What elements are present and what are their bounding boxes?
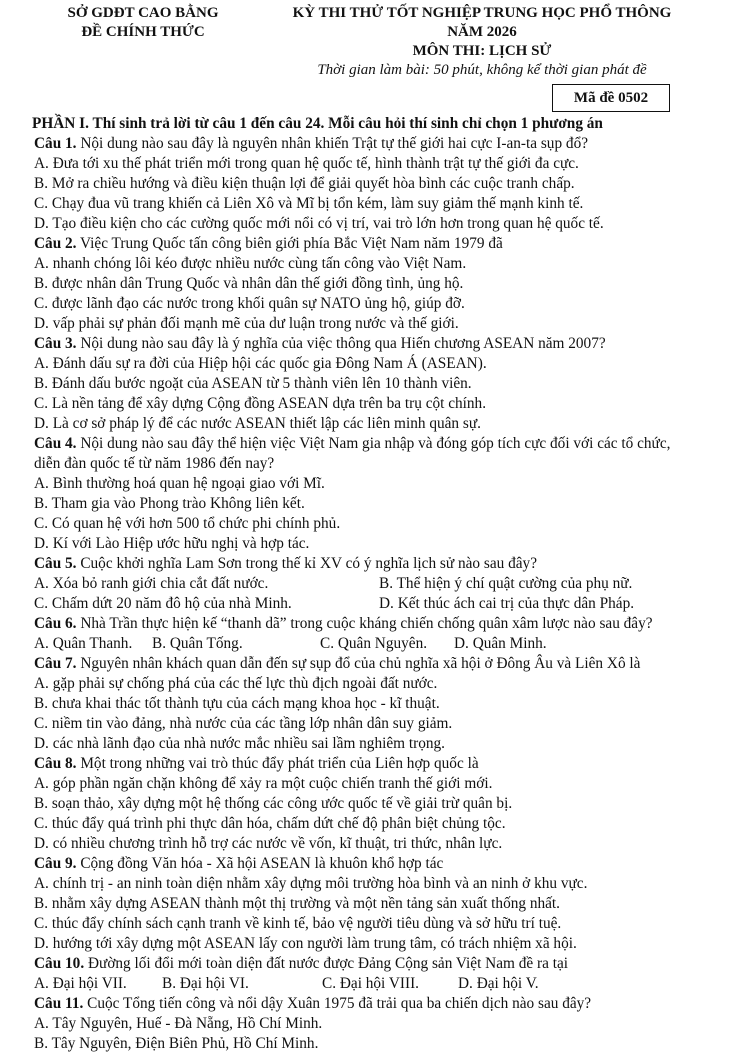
question-10 (34, 954, 724, 974)
option-d: D. hướng tới xây dựng một ASEAN lấy con người làm trung tâm, có trách nhiệm xã hội. (34, 935, 577, 952)
option-c: C. Chạy đua vũ trang khiến cả Liên Xô và Mĩ bị tổn kém, làm suy giảm thế mạnh kinh tế. (34, 195, 584, 212)
question-6 (34, 614, 724, 634)
question-2 (34, 234, 724, 254)
question-text: Nguyên nhân khách quan dẫn đến sự sụp đổ của chủ nghĩa xã hội ở Đông Âu và Liên Xô là (76, 655, 641, 672)
option-d: D. Tạo điều kiện cho các cường quốc mới nổi có vị trí, vai trò lớn hơn trong quan hệ quốc tế. (34, 215, 604, 232)
option-a: A. Đưa tới xu thế phát triển mới trong quan hệ quốc tế, hình thành trật tự thế giới đa cực. (34, 155, 579, 172)
question-11 (34, 994, 724, 1014)
question-label: Câu 6. (34, 615, 77, 632)
question-9 (34, 854, 724, 874)
question-3 (34, 334, 724, 354)
exam-code-box: Mã đề 0502 (552, 84, 670, 112)
option-b: B. Đánh dấu bước ngoặt của ASEAN từ 5 thành viên lên 10 thành viên. (34, 375, 472, 392)
option-a: A. gặp phải sự chống phá của các thế lực thù địch ngoài đất nước. (34, 675, 438, 692)
question-8 (34, 754, 724, 774)
official-exam-label: ĐỀ CHÍNH THỨC (81, 24, 205, 40)
question-5 (34, 554, 724, 574)
option-a: A. Tây Nguyên, Huế - Đà Nẵng, Hồ Chí Minh. (34, 1015, 323, 1032)
option-a: A. Quân Thanh. (34, 635, 133, 652)
question-label: Câu 4. (34, 435, 77, 452)
question-label: Câu 1. (34, 135, 77, 152)
exam-year: NĂM 2026 (447, 24, 517, 40)
department-name: SỞ GDĐT CAO BẰNG (67, 5, 219, 21)
exam-subject: MÔN THI: LỊCH SỬ (412, 43, 552, 59)
option-c: C. Đại hội VIII. (322, 975, 420, 992)
options-row (34, 634, 724, 654)
option-c: C. thúc đẩy chính sách cạnh tranh về kinh tế, bảo vệ người tiêu dùng và sở hữu trí tuệ. (34, 915, 562, 932)
question-text: Cộng đồng Văn hóa - Xã hội ASEAN là khuôn khổ hợp tác (76, 855, 444, 872)
option-a: A. góp phần ngăn chặn không để xảy ra một cuộc chiến tranh thế giới mới. (34, 775, 493, 792)
option-c: C. Quân Nguyên. (320, 635, 428, 652)
options-row (34, 574, 724, 594)
question-text: Cuộc khởi nghĩa Lam Sơn trong thế kỉ XV có ý nghĩa lịch sử nào sau đây? (76, 555, 537, 572)
option-b: B. được nhân dân Trung Quốc và nhân dân thế giới đồng tình, ủng hộ. (34, 275, 464, 292)
question-text: Cuộc Tổng tiến công và nổi dậy Xuân 1975 đã trải qua ba chiến dịch nào sau đây? (83, 995, 592, 1012)
header-right (262, 4, 702, 80)
question-text: Một trong những vai trò thúc đẩy phát triển của Liên hợp quốc là (76, 755, 479, 772)
header-left (38, 4, 248, 42)
option-c: C. Chấm dứt 20 năm đô hộ của nhà Minh. (34, 595, 292, 612)
question-label: Câu 2. (34, 235, 77, 252)
question-text: Nhà Trần thực hiện kế “thanh dã” trong cuộc kháng chiến chống quân xâm lược nào sau đây? (76, 615, 653, 632)
option-b: B. Quân Tống. (152, 635, 243, 652)
question-text: Nội dung nào sau đây thể hiện việc Việt Nam gia nhập và đóng góp tích cực đối với các tổ chức, (76, 435, 671, 452)
option-c: C. thúc đẩy quá trình phi thực dân hóa, chấm dứt chế độ phân biệt chủng tộc. (34, 815, 506, 832)
question-text: Việc Trung Quốc tấn công biên giới phía Bắc Việt Nam năm 1979 đã (76, 235, 503, 252)
option-b: B. Thể hiện ý chí quật cường của phụ nữ. (379, 575, 633, 592)
question-label: Câu 8. (34, 755, 77, 772)
option-b: B. Tây Nguyên, Điện Biên Phủ, Hồ Chí Minh. (34, 1035, 319, 1052)
question-text-continued: diễn đàn quốc tế từ năm 1986 đến nay? (34, 455, 275, 472)
option-a: A. chính trị - an ninh toàn diện nhằm xây dựng môi trường hòa bình và an ninh ở khu vực. (34, 875, 588, 892)
question-label: Câu 5. (34, 555, 77, 572)
option-c: C. Là nền tảng để xây dựng Cộng đồng ASEAN dựa trên ba trụ cột chính. (34, 395, 487, 412)
option-b: B. nhằm xây dựng ASEAN thành một thị trường và một nền tảng sản xuất thống nhất. (34, 895, 561, 912)
question-4 (34, 434, 724, 454)
exam-title: KỲ THI THỬ TỐT NGHIỆP TRUNG HỌC PHỔ THÔNG (292, 5, 672, 21)
question-7 (34, 654, 724, 674)
option-a: A. Bình thường hoá quan hệ ngoại giao với Mĩ. (34, 475, 325, 492)
option-d: D. có nhiều chương trình hỗ trợ các nước về vốn, kĩ thuật, tri thức, nhân lực. (34, 835, 503, 852)
option-b: B. Tham gia vào Phong trào Không liên kết. (34, 495, 305, 512)
option-c: C. được lãnh đạo các nước trong khối quân sự NATO ủng hộ, giúp đỡ. (34, 295, 465, 312)
option-b: B. Mở ra chiều hướng và điều kiện thuận lợi để giải quyết hòa bình các cuộc tranh chấp. (34, 175, 575, 192)
question-text: Đường lối đổi mới toàn diện đất nước được Đảng Cộng sản Việt Nam đề ra tại (84, 955, 568, 972)
option-a: A. nhanh chóng lôi kéo được nhiều nước cùng tấn công vào Việt Nam. (34, 255, 467, 272)
option-a: A. Đánh dấu sự ra đời của Hiệp hội các quốc gia Đông Nam Á (ASEAN). (34, 355, 487, 372)
time-note: Thời gian làm bài: 50 phút, không kể thời gian phát đề (317, 62, 647, 78)
question-text: Nội dung nào sau đây là nguyên nhân khiến Trật tự thế giới hai cực I-an-ta sụp đổ? (76, 135, 589, 152)
option-d: D. Là cơ sở pháp lý để các nước ASEAN thiết lập các liên minh quân sự. (34, 415, 481, 432)
option-c: C. Có quan hệ với hơn 500 tổ chức phi chính phủ. (34, 515, 341, 532)
question-label: Câu 7. (34, 655, 77, 672)
question-text: Nội dung nào sau đây là ý nghĩa của việc thông qua Hiến chương ASEAN năm 2007? (76, 335, 606, 352)
option-b: B. soạn thảo, xây dựng một hệ thống các công ước quốc tế về giải trừ quân bị. (34, 795, 513, 812)
part-title: PHẦN I. Thí sinh trả lời từ câu 1 đến câu 24. Mỗi câu hỏi thí sinh chỉ chọn 1 phương án (32, 115, 603, 132)
option-b: B. Đại hội VI. (162, 975, 249, 992)
option-d: D. vấp phải sự phản đối mạnh mẽ của dư luận trong nước và thế giới. (34, 315, 459, 332)
question-label: Câu 3. (34, 335, 77, 352)
option-d: D. các nhà lãnh đạo của nhà nước mắc nhiều sai lầm nghiêm trọng. (34, 735, 445, 752)
question-label: Câu 11. (34, 995, 84, 1012)
option-d: D. Kết thúc ách cai trị của thực dân Pháp. (379, 595, 635, 612)
option-c: C. niềm tin vào đảng, nhà nước của các tầng lớp nhân dân suy giảm. (34, 715, 453, 732)
option-b: B. chưa khai thác tốt thành tựu của cách mạng khoa học - kĩ thuật. (34, 695, 440, 712)
option-d: D. Kí với Lào Hiệp ước hữu nghị và hợp tác. (34, 535, 310, 552)
option-a: A. Xóa bỏ ranh giới chia cắt đất nước. (34, 575, 269, 592)
option-d: D. Quân Minh. (454, 635, 547, 652)
question-1 (34, 134, 724, 154)
question-label: Câu 9. (34, 855, 77, 872)
options-row (34, 594, 724, 614)
exam-content (34, 114, 724, 1054)
option-a: A. Đại hội VII. (34, 975, 127, 992)
question-label: Câu 10. (34, 955, 85, 972)
option-d: D. Đại hội V. (458, 975, 539, 992)
options-row (34, 974, 724, 994)
